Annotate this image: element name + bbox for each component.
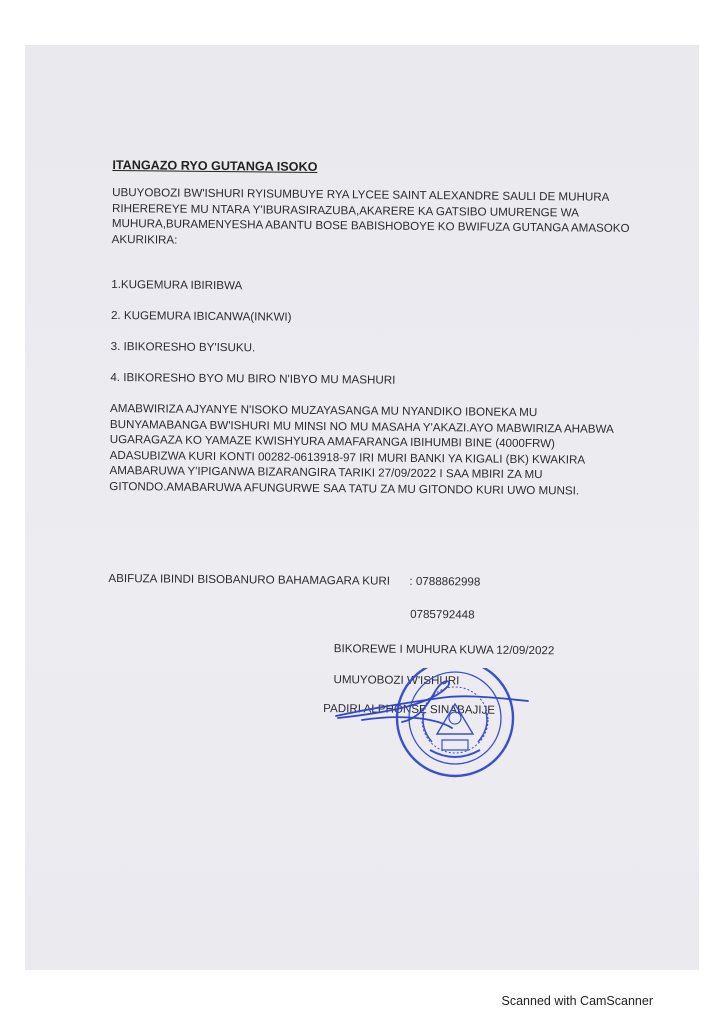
contact-phone-secondary: 0785792448: [410, 607, 475, 622]
tender-item: 2. KUGEMURA IBICANWA(INKWI): [110, 308, 292, 324]
contact-label: ABIFUZA IBINDI BISOBANURO BAHAMAGARA KURI: [108, 571, 391, 588]
notice-title: ITANGAZO RYO GUTANGA ISOKO: [112, 157, 318, 174]
tender-item: 1.KUGEMURA IBIRIBWA: [111, 277, 243, 293]
place-and-date: BIKOREWE I MUHURA KUWA 12/09/2022: [333, 642, 555, 658]
signatory-name: PADIRI ALPHONSE SINABAJIJE: [323, 702, 496, 717]
tender-item: 4. IBIKORESHO BYO MU BIRO N'IBYO MU MASHURI: [110, 370, 396, 387]
official-stamp-and-signature: [332, 668, 532, 798]
notice-intro-paragraph: UBUYOBOZI BW'ISHURI RYISUMBUYE RYA LYCEE SAINT ALEXANDRE SAULI DE MUHURA RIHEREREYE MU NTARA Y'IBURASIRAZUBA,AKARERE KA GATSIBO UMURENGE WA MUHURA,BURAMENYESHA ABANTU BOSE BABISHOBOYE KO BWIFUZA GUTANGA AMASOKO AKURIKIRA:: [111, 185, 630, 247]
tender-items-list: [110, 277, 396, 404]
notice-document: [108, 105, 653, 717]
school-seal-icon: [397, 668, 513, 776]
scanned-page: [25, 45, 699, 970]
tender-item: 3. IBIKORESHO BY'ISUKU.: [110, 339, 256, 355]
camscanner-watermark: Scanned with CamScanner: [501, 994, 653, 1008]
signatory-title: UMUYOBOZI W'ISHURI: [333, 673, 460, 688]
contact-phone-primary: : 0788862998: [409, 574, 481, 589]
notice-conditions-paragraph: AMABWIRIZA AJYANYE N'ISOKO MUZAYASANGA MU NYANDIKO IBONEKA MU BUNYAMABANGA BW'ISHURI MU MINSI NO MU MASAHA Y'AKAZI.AYO MABWIRIZA AHABWA UGARAGAZA KO YAMAZE KWISHYURA AMAFARANGA IBIHUMBI BINE (4000FRW) ADASUBIZWA KURI KONTI 00282-0613918-97 IRI MURI BANKI YA KIGALI (BK) KWAKIRA AMABARUWA Y'IPIGANWA BIZARANGIRA TARIKI 27/09/2022 I SAA MBIRI ZA MU GITONDO.AMABARUWA AFUNGURWE SAA TATU ZA MU GITONDO KURI UWO MUNSI.: [109, 401, 614, 497]
